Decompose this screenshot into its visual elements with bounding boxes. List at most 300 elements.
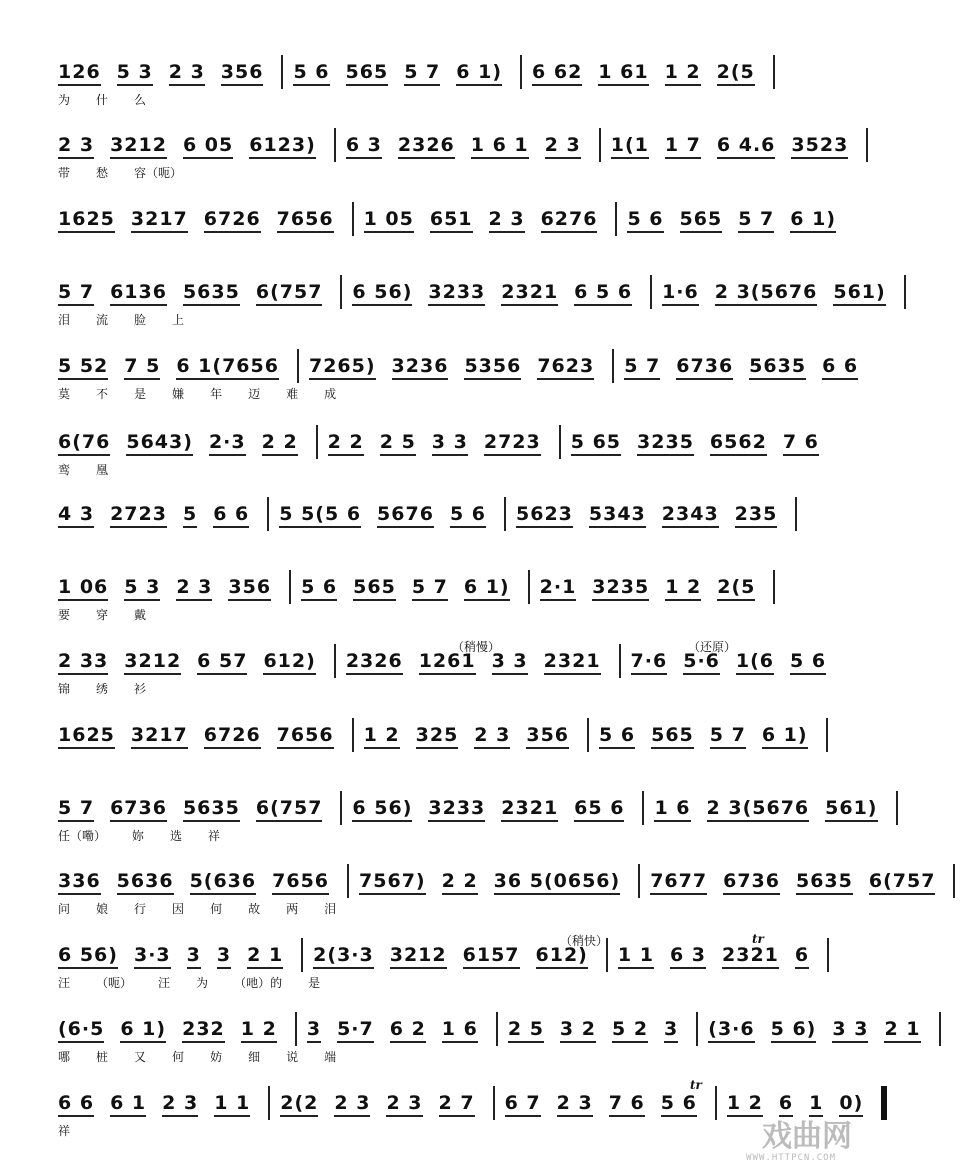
note-group: 6(76	[58, 431, 111, 453]
lyric-syllable: 莫	[58, 387, 71, 401]
note-group: 0)	[839, 1092, 864, 1114]
system-4	[58, 277, 886, 357]
note-group: 5 7	[624, 355, 661, 377]
lyric-syllable: 愁	[96, 166, 109, 180]
barline	[334, 644, 336, 678]
note-group: 1(6	[735, 650, 775, 672]
note-group: 1·6	[662, 281, 699, 303]
note-group: 2(5	[717, 576, 756, 598]
barline	[340, 275, 342, 309]
note-group: 1	[809, 1092, 824, 1114]
note-group: 1 1	[617, 944, 654, 966]
note-group: 6736	[110, 797, 167, 819]
note-group: 3 3	[832, 1018, 869, 1040]
lyrics-line	[58, 311, 210, 329]
lyric-syllable: 是	[134, 387, 147, 401]
note-group: 2723	[483, 431, 541, 453]
lyric-syllable: 细	[248, 1050, 261, 1064]
system-1	[58, 57, 818, 137]
lyric-syllable: 妳	[132, 829, 145, 843]
lyric-syllable: 容（呃）	[134, 166, 183, 180]
note-group: 6 1)	[463, 576, 510, 598]
note-group: 5	[182, 503, 198, 525]
note-group: 2 3	[556, 1092, 593, 1114]
note-group: 2321	[501, 281, 559, 303]
note-group: 6736	[723, 870, 780, 892]
lyric-syllable: 鸾	[58, 463, 71, 477]
note-group: 7656	[272, 870, 330, 892]
note-group: 2321	[543, 650, 601, 672]
lyric-syllable: 汪	[58, 976, 71, 990]
note-group: 5 2	[611, 1018, 649, 1040]
barline	[289, 570, 291, 604]
lyrics-line	[58, 164, 208, 182]
note-group: 2326	[397, 134, 455, 156]
note-group: 6157	[462, 944, 520, 966]
note-group: 1(1	[610, 134, 649, 156]
system-14	[58, 1014, 921, 1094]
note-group: 5 7	[58, 281, 95, 303]
note-group: 356	[220, 61, 264, 83]
note-group: 2 3	[176, 576, 213, 598]
system-notes	[58, 277, 916, 307]
note-group: 3	[306, 1018, 322, 1040]
note-group: 5 6	[599, 724, 636, 746]
barline	[638, 864, 640, 898]
note-group: 3235	[592, 576, 650, 598]
note-group: 2 33	[58, 650, 109, 672]
note-group: 2 2	[261, 431, 298, 453]
note-group: 6 1)	[790, 208, 837, 230]
note-group: 36 5(0656)	[493, 870, 621, 892]
note-group: 6276	[540, 208, 598, 230]
lyrics-line	[58, 974, 346, 992]
note-group: 6 05	[182, 134, 234, 156]
system-3	[58, 204, 837, 284]
note-group: 2 3	[168, 61, 205, 83]
note-group: 65 6	[574, 797, 625, 819]
note-group: 7·6	[630, 650, 668, 672]
note-group: 565	[353, 576, 396, 598]
note-group: 5635	[182, 281, 240, 303]
lyric-syllable: 凰	[96, 463, 109, 477]
lyrics-line	[58, 1122, 96, 1140]
lyric-syllable: 戴	[134, 608, 147, 622]
barline	[493, 1086, 495, 1120]
lyric-syllable: 何	[210, 902, 223, 916]
note-group: 6	[794, 944, 810, 966]
lyric-syllable: 绣	[96, 682, 109, 696]
note-group: 1 2	[726, 1092, 763, 1114]
lyric-syllable: 桩	[96, 1050, 109, 1064]
note-group: 6 6	[822, 355, 859, 377]
barline	[352, 718, 354, 752]
note-group: 6(757	[868, 870, 936, 892]
lyric-syllable: （呃）	[96, 976, 133, 990]
note-group: 6123)	[249, 134, 316, 156]
note-group: 6 4.6	[716, 134, 776, 156]
note-group: 7623	[537, 355, 595, 377]
note-group: 2(2	[280, 1092, 319, 1114]
lyric-syllable: 因	[172, 902, 185, 916]
note-group: 3 3	[431, 431, 468, 453]
note-group: 651	[429, 208, 473, 230]
note-group: 6 56)	[58, 944, 118, 966]
lyrics-line	[58, 827, 246, 845]
note-group: 3212	[389, 944, 447, 966]
note-group: 5 65	[570, 431, 622, 453]
note-group: 2321	[722, 944, 779, 966]
barline	[599, 128, 601, 162]
system-notes	[58, 720, 838, 750]
lyric-syllable: 泪	[58, 313, 71, 327]
system-2	[58, 130, 849, 210]
note-group: 5643)	[126, 431, 193, 453]
lyric-syllable: 又	[134, 1050, 147, 1064]
note-group: 6 6	[58, 1092, 95, 1114]
note-group: 2 3(5676	[714, 281, 818, 303]
note-group: 2 1	[247, 944, 284, 966]
lyric-syllable: 问	[58, 902, 71, 916]
note-group: 5636	[116, 870, 174, 892]
note-group: 6 56)	[352, 281, 413, 303]
note-group: 561)	[825, 797, 878, 819]
note-group: (6·5	[58, 1018, 105, 1040]
lyric-syllable: 行	[134, 902, 147, 916]
note-group: 2 2	[441, 870, 478, 892]
lyric-syllable: 穿	[96, 608, 109, 622]
note-group: 6(757	[255, 281, 323, 303]
note-group: 5(636	[189, 870, 257, 892]
system-15	[58, 1088, 864, 1168]
note-group: 1625	[58, 208, 115, 230]
note-group: 7567)	[359, 870, 426, 892]
note-group: 3217	[130, 208, 188, 230]
lyric-syllable: 汪	[158, 976, 171, 990]
lyric-syllable: 流	[96, 313, 109, 327]
note-group: 6726	[203, 724, 261, 746]
barline	[267, 497, 269, 531]
barline	[587, 718, 589, 752]
note-group: 1 6 1	[470, 134, 529, 156]
system-10	[58, 720, 818, 800]
note-group: 5 7	[58, 797, 95, 819]
system-9	[58, 646, 827, 726]
note-group: 3217	[130, 724, 188, 746]
note-group: 565	[345, 61, 389, 83]
note-group: 3	[216, 944, 232, 966]
note-group: 1 2	[363, 724, 400, 746]
note-group: 3523	[791, 134, 849, 156]
system-notes	[58, 204, 852, 234]
note-group: 565	[651, 724, 694, 746]
note-group: 7656	[276, 208, 334, 230]
note-group: 2723	[110, 503, 167, 525]
lyric-syllable: 为	[58, 93, 71, 107]
note-group: 6 1	[110, 1092, 147, 1114]
barline	[528, 570, 530, 604]
note-group: 6136	[110, 281, 167, 303]
note-group: 5 6	[449, 503, 486, 525]
note-group: 2·3	[208, 431, 246, 453]
note-group: 2326	[345, 650, 403, 672]
note-group: 3	[186, 944, 201, 966]
note-group: 2 3(5676	[706, 797, 810, 819]
note-group: 5 3	[124, 576, 161, 598]
lyric-syllable: 上	[172, 313, 185, 327]
note-group: 1261	[418, 650, 476, 672]
note-group: 336	[58, 870, 101, 892]
tempo-mark-slow: （稍慢）	[452, 640, 501, 654]
system-6	[58, 427, 818, 507]
note-group: 1 06	[58, 576, 109, 598]
note-group: 6 2	[389, 1018, 426, 1040]
barline	[715, 1086, 717, 1120]
note-group: 5 52	[58, 355, 109, 377]
barline	[773, 55, 775, 89]
barline	[773, 570, 775, 604]
note-group: 1 61	[598, 61, 649, 83]
lyric-syllable: 祥	[208, 829, 221, 843]
barline	[496, 1012, 498, 1046]
note-group: 7677	[650, 870, 708, 892]
note-group: 3 2	[559, 1018, 596, 1040]
note-group: 1625	[58, 724, 115, 746]
system-12	[58, 866, 936, 946]
barline	[650, 275, 652, 309]
note-group: 6736	[676, 355, 734, 377]
trill-mark-final: tr	[690, 1078, 702, 1092]
note-group: (3·6	[708, 1018, 755, 1040]
barline	[939, 1012, 941, 1046]
note-group: 5635	[795, 870, 853, 892]
system-notes	[58, 57, 785, 87]
lyric-syllable: 不	[96, 387, 109, 401]
lyrics-line	[58, 606, 172, 624]
note-group: 356	[526, 724, 570, 746]
note-group: 3	[664, 1018, 679, 1040]
barline	[268, 1086, 270, 1120]
system-notes	[58, 572, 785, 602]
barline	[340, 791, 342, 825]
system-notes	[58, 499, 807, 529]
lyric-syllable: 说	[286, 1050, 299, 1064]
lyric-syllable: 嫌	[172, 387, 185, 401]
system-notes	[58, 351, 874, 381]
note-group: 6 5 6	[574, 281, 633, 303]
barline	[334, 128, 336, 162]
note-group: 6 1)	[456, 61, 503, 83]
note-group: 2321	[501, 797, 559, 819]
note-group: 232	[182, 1018, 225, 1040]
note-group: 2 3	[474, 724, 511, 746]
note-group: 5 6)	[770, 1018, 817, 1040]
note-group: 5 6	[293, 61, 330, 83]
note-group: 235	[734, 503, 778, 525]
barline	[953, 864, 955, 898]
note-group: 5 6	[790, 650, 827, 672]
lyric-syllable: 年	[210, 387, 223, 401]
lyric-syllable: （吔）的	[234, 976, 283, 990]
barline	[295, 1012, 297, 1046]
note-group: 6 1)	[120, 1018, 167, 1040]
note-group: 1 2	[665, 576, 702, 598]
barline	[642, 791, 644, 825]
note-group: 2(5	[716, 61, 755, 83]
tempo-mark-fast: （稍快）	[560, 934, 609, 948]
lyric-syllable: 带	[58, 166, 71, 180]
note-group: 356	[228, 576, 272, 598]
barline	[504, 497, 506, 531]
note-group: 5 3	[116, 61, 153, 83]
note-group: 6 6	[213, 503, 250, 525]
note-group: 3 3	[491, 650, 528, 672]
lyric-syllable: 何	[172, 1050, 185, 1064]
note-group: 5 5(5 6	[279, 503, 362, 525]
barline	[301, 938, 303, 972]
note-group: 7265)	[308, 355, 376, 377]
barline	[619, 644, 621, 678]
note-group: 1 2	[664, 61, 701, 83]
note-group: 3233	[428, 797, 486, 819]
barline	[281, 55, 283, 89]
barline	[520, 55, 522, 89]
lyric-syllable: 为	[196, 976, 209, 990]
barline	[866, 128, 868, 162]
note-group: 3212	[124, 650, 182, 672]
note-group: 2(3·3	[313, 944, 374, 966]
note-group: 6 3	[345, 134, 382, 156]
system-notes	[58, 130, 878, 160]
barline	[297, 349, 299, 383]
note-group: 3212	[110, 134, 167, 156]
lyric-syllable: 泪	[324, 902, 337, 916]
note-group: 5 7	[404, 61, 441, 83]
note-group: 1 05	[363, 208, 414, 230]
lyric-syllable: 哪	[58, 1050, 71, 1064]
lyrics-line	[58, 680, 172, 698]
note-group: 325	[415, 724, 459, 746]
note-group: 6726	[203, 208, 261, 230]
lyric-syllable: 是	[308, 976, 321, 990]
note-group: 4 3	[58, 503, 95, 525]
note-group: 2 7	[438, 1092, 475, 1114]
system-13	[58, 940, 818, 1020]
note-group: 3·3	[133, 944, 171, 966]
note-group: 5 6	[627, 208, 664, 230]
note-group: 5676	[377, 503, 434, 525]
watermark-logo: 戏曲网	[762, 1119, 852, 1154]
barline	[881, 1086, 887, 1120]
note-group: 1 2	[240, 1018, 277, 1040]
barline	[352, 202, 354, 236]
lyric-syllable: 成	[324, 387, 337, 401]
note-group: 6 62	[532, 61, 583, 83]
note-group: 2 3	[162, 1092, 199, 1114]
system-notes	[58, 940, 839, 970]
note-group: 5 7	[411, 576, 448, 598]
note-group: 6 1)	[761, 724, 808, 746]
note-group: 5623	[516, 503, 573, 525]
system-notes	[58, 427, 835, 457]
lyric-syllable: 两	[286, 902, 299, 916]
note-group: 7656	[276, 724, 334, 746]
lyric-syllable: 么	[134, 93, 147, 107]
lyric-syllable: 衫	[134, 682, 147, 696]
note-group: 126	[58, 61, 101, 83]
note-group: 7 5	[124, 355, 161, 377]
barline	[826, 718, 828, 752]
note-group: 612)	[535, 944, 588, 966]
barline	[827, 938, 829, 972]
barline	[615, 202, 617, 236]
note-group: 6562	[709, 431, 767, 453]
lyric-syllable: 端	[324, 1050, 337, 1064]
lyric-syllable: 锦	[58, 682, 71, 696]
lyric-syllable: 迈	[248, 387, 261, 401]
note-group: 2 3	[386, 1092, 423, 1114]
note-group: 2 3	[334, 1092, 371, 1114]
system-notes	[58, 793, 908, 823]
note-group: 2 3	[488, 208, 525, 230]
note-group: 6 1(7656	[176, 355, 279, 377]
note-group: 2 3	[544, 134, 581, 156]
note-group: 6 7	[504, 1092, 541, 1114]
note-group: 1 1	[214, 1092, 251, 1114]
lyrics-line	[58, 1048, 362, 1066]
note-group: 7 6	[782, 431, 819, 453]
system-notes	[58, 1014, 951, 1044]
note-group: 3236	[391, 355, 449, 377]
watermark-url: WWW.HTTPCN.COM	[746, 1153, 836, 1163]
note-group: 2 5	[379, 431, 416, 453]
barline	[795, 497, 797, 531]
barline	[347, 864, 349, 898]
lyric-syllable: 什	[96, 93, 109, 107]
lyric-syllable: 妨	[210, 1050, 223, 1064]
lyrics-line	[58, 385, 362, 403]
note-group: 2343	[661, 503, 719, 525]
note-group: 3235	[637, 431, 694, 453]
note-group: 3233	[428, 281, 486, 303]
note-group: 5·6	[683, 650, 720, 672]
note-group: 6 3	[669, 944, 706, 966]
note-group: 6 57	[197, 650, 248, 672]
note-group: 6	[778, 1092, 794, 1114]
note-group: 5635	[749, 355, 807, 377]
lyric-syllable: 要	[58, 608, 71, 622]
note-group: 2 3	[58, 134, 95, 156]
note-group: 5 7	[709, 724, 746, 746]
lyric-syllable: 脸	[134, 313, 147, 327]
system-notes	[58, 866, 965, 896]
barline	[316, 425, 318, 459]
system-7	[58, 499, 818, 579]
lyric-syllable: 故	[248, 902, 261, 916]
barline	[904, 275, 906, 309]
lyric-syllable: 难	[286, 387, 299, 401]
note-group: 612)	[263, 650, 316, 672]
note-group: 2 1	[884, 1018, 921, 1040]
note-group: 5343	[588, 503, 646, 525]
barline	[612, 349, 614, 383]
note-group: 1 6	[654, 797, 691, 819]
barline	[696, 1012, 698, 1046]
trill-mark: tr	[752, 932, 764, 946]
note-group: 565	[679, 208, 723, 230]
system-11	[58, 793, 878, 873]
note-group: 5·7	[337, 1018, 374, 1040]
